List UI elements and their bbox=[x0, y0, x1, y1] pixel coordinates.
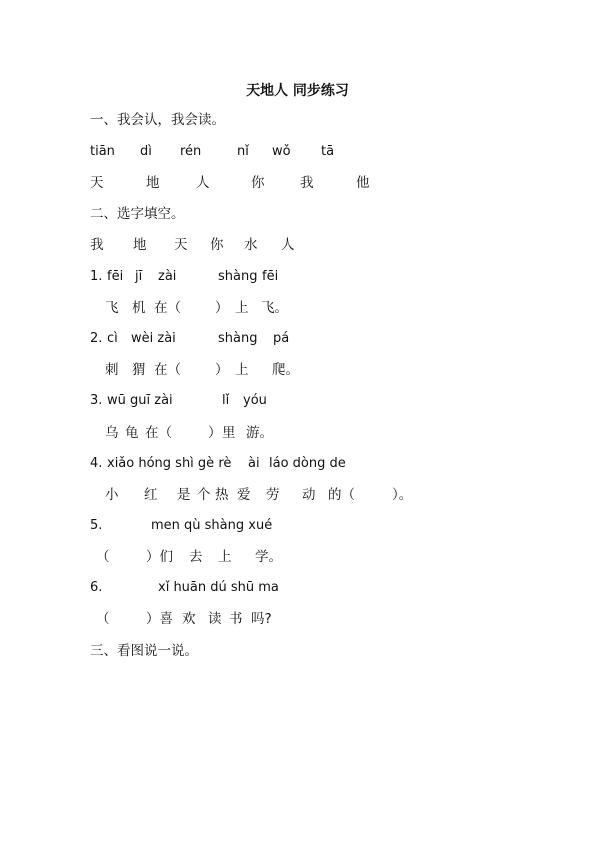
q5-char-shang: 上 bbox=[218, 549, 232, 565]
pinyin-tian: tiān bbox=[90, 144, 115, 159]
question-1-number: 1. bbox=[90, 269, 103, 284]
option-tian: 天 bbox=[174, 237, 188, 253]
q4-char-close-paren: ）。 bbox=[392, 487, 413, 503]
q4-char-de: 的（ bbox=[328, 487, 355, 503]
q4-char-ai: 爱 bbox=[237, 487, 251, 503]
q1-pinyin-fei-2: fēi bbox=[262, 269, 279, 284]
q2-char-pa: 爬。 bbox=[272, 362, 299, 378]
q3-pinyin-you: yóu bbox=[243, 393, 267, 408]
q4-char-xiao: 小 bbox=[105, 487, 119, 503]
q1-pinyin-zai: zài bbox=[158, 269, 177, 284]
q1-char-fei: 飞 bbox=[105, 300, 119, 316]
q4-char-hong: 红 bbox=[144, 487, 158, 503]
q1-char-zai: 在（ bbox=[154, 300, 181, 316]
option-shui: 水 bbox=[244, 237, 258, 253]
q4-char-shi: 是 bbox=[177, 487, 191, 503]
section-1-heading: 一、我会认，我会读。 bbox=[90, 112, 225, 128]
question-5-number: 5. bbox=[90, 518, 103, 533]
pinyin-ni: nǐ bbox=[237, 144, 249, 159]
q4-char-re: 热 bbox=[215, 487, 229, 503]
q1-char-ji: 机 bbox=[132, 300, 146, 316]
q1-char-fei-2: 飞。 bbox=[261, 300, 288, 316]
char-wo: 我 bbox=[300, 175, 314, 191]
char-tian: 天 bbox=[90, 175, 104, 191]
q3-pinyin-li: lǐ bbox=[222, 393, 230, 408]
q3-char-zai: 在（ bbox=[145, 425, 172, 441]
q6-char-open-paren: （ bbox=[96, 611, 110, 627]
char-ni: 你 bbox=[251, 175, 265, 191]
question-4-number: 4. bbox=[90, 456, 103, 471]
option-ren: 人 bbox=[281, 237, 295, 253]
option-di: 地 bbox=[133, 237, 147, 253]
q3-pinyin-wu-gui-zai: wū guī zài bbox=[107, 393, 173, 408]
q4-pinyin-lao-dong-de: láo dòng de bbox=[269, 456, 346, 471]
option-wo: 我 bbox=[90, 237, 104, 253]
q4-char-dong: 动 bbox=[302, 487, 316, 503]
q1-pinyin-ji: jī bbox=[135, 269, 143, 284]
q5-char-men: ）们 bbox=[146, 549, 173, 565]
q1-pinyin-fei: fēi bbox=[107, 269, 124, 284]
question-2-number: 2. bbox=[90, 331, 103, 346]
q5-char-qu: 去 bbox=[189, 549, 203, 565]
q2-pinyin-pa: pá bbox=[273, 331, 290, 346]
worksheet-title: 天地人 同步练习 bbox=[246, 83, 349, 99]
q6-pinyin-xi-huan-du-shu-ma: xǐ huān dú shū ma bbox=[158, 580, 279, 595]
q2-char-ci: 刺 bbox=[105, 362, 119, 378]
q5-pinyin-men-qu-shang-xue: men qù shàng xué bbox=[151, 518, 273, 533]
pinyin-ren: rén bbox=[180, 144, 202, 159]
q3-char-gui: 龟 bbox=[125, 425, 139, 441]
q4-pinyin-ai: ài bbox=[248, 456, 260, 471]
q5-char-xue: 学。 bbox=[255, 549, 282, 565]
q4-pinyin-xiao-hong-shi-ge-re: xiǎo hóng shì gè rè bbox=[107, 456, 232, 471]
pinyin-di: dì bbox=[140, 144, 152, 159]
char-ren: 人 bbox=[196, 175, 210, 191]
q4-char-ge: 个 bbox=[197, 487, 211, 503]
q2-pinyin-shang: shàng bbox=[218, 331, 258, 346]
section-2-heading: 二、选字填空。 bbox=[90, 206, 185, 222]
q2-char-wei: 猬 bbox=[132, 362, 146, 378]
q2-char-close-paren: ） bbox=[215, 362, 229, 378]
q6-char-ma: 吗? bbox=[251, 611, 272, 627]
q1-char-close-paren: ） bbox=[215, 300, 229, 316]
q6-char-xi: ）喜 bbox=[146, 611, 173, 627]
q6-char-huan: 欢 bbox=[182, 611, 196, 627]
q6-char-du: 读 bbox=[208, 611, 222, 627]
q6-char-shu: 书 bbox=[229, 611, 243, 627]
char-ta: 他 bbox=[356, 175, 370, 191]
q5-char-open-paren: （ bbox=[96, 549, 110, 565]
char-di: 地 bbox=[146, 175, 160, 191]
q2-pinyin-ci: cì bbox=[107, 331, 118, 346]
option-ni: 你 bbox=[210, 237, 224, 253]
q2-pinyin-wei-zai: wèi zài bbox=[131, 331, 176, 346]
q1-pinyin-shang: shàng bbox=[218, 269, 258, 284]
pinyin-ta: tā bbox=[321, 144, 335, 159]
q3-char-wu: 乌 bbox=[105, 425, 119, 441]
q2-char-zai: 在（ bbox=[154, 362, 181, 378]
q3-char-close-paren: ） bbox=[208, 425, 222, 441]
section-3-heading: 三、看图说一说。 bbox=[90, 643, 198, 659]
pinyin-wo: wǒ bbox=[272, 144, 291, 159]
question-6-number: 6. bbox=[90, 580, 103, 595]
q3-char-you: 游。 bbox=[246, 425, 273, 441]
question-3-number: 3. bbox=[90, 393, 103, 408]
q2-char-shang: 上 bbox=[235, 362, 249, 378]
q3-char-li: 里 bbox=[222, 425, 236, 441]
q4-char-lao: 劳 bbox=[266, 487, 280, 503]
q1-char-shang: 上 bbox=[235, 300, 249, 316]
